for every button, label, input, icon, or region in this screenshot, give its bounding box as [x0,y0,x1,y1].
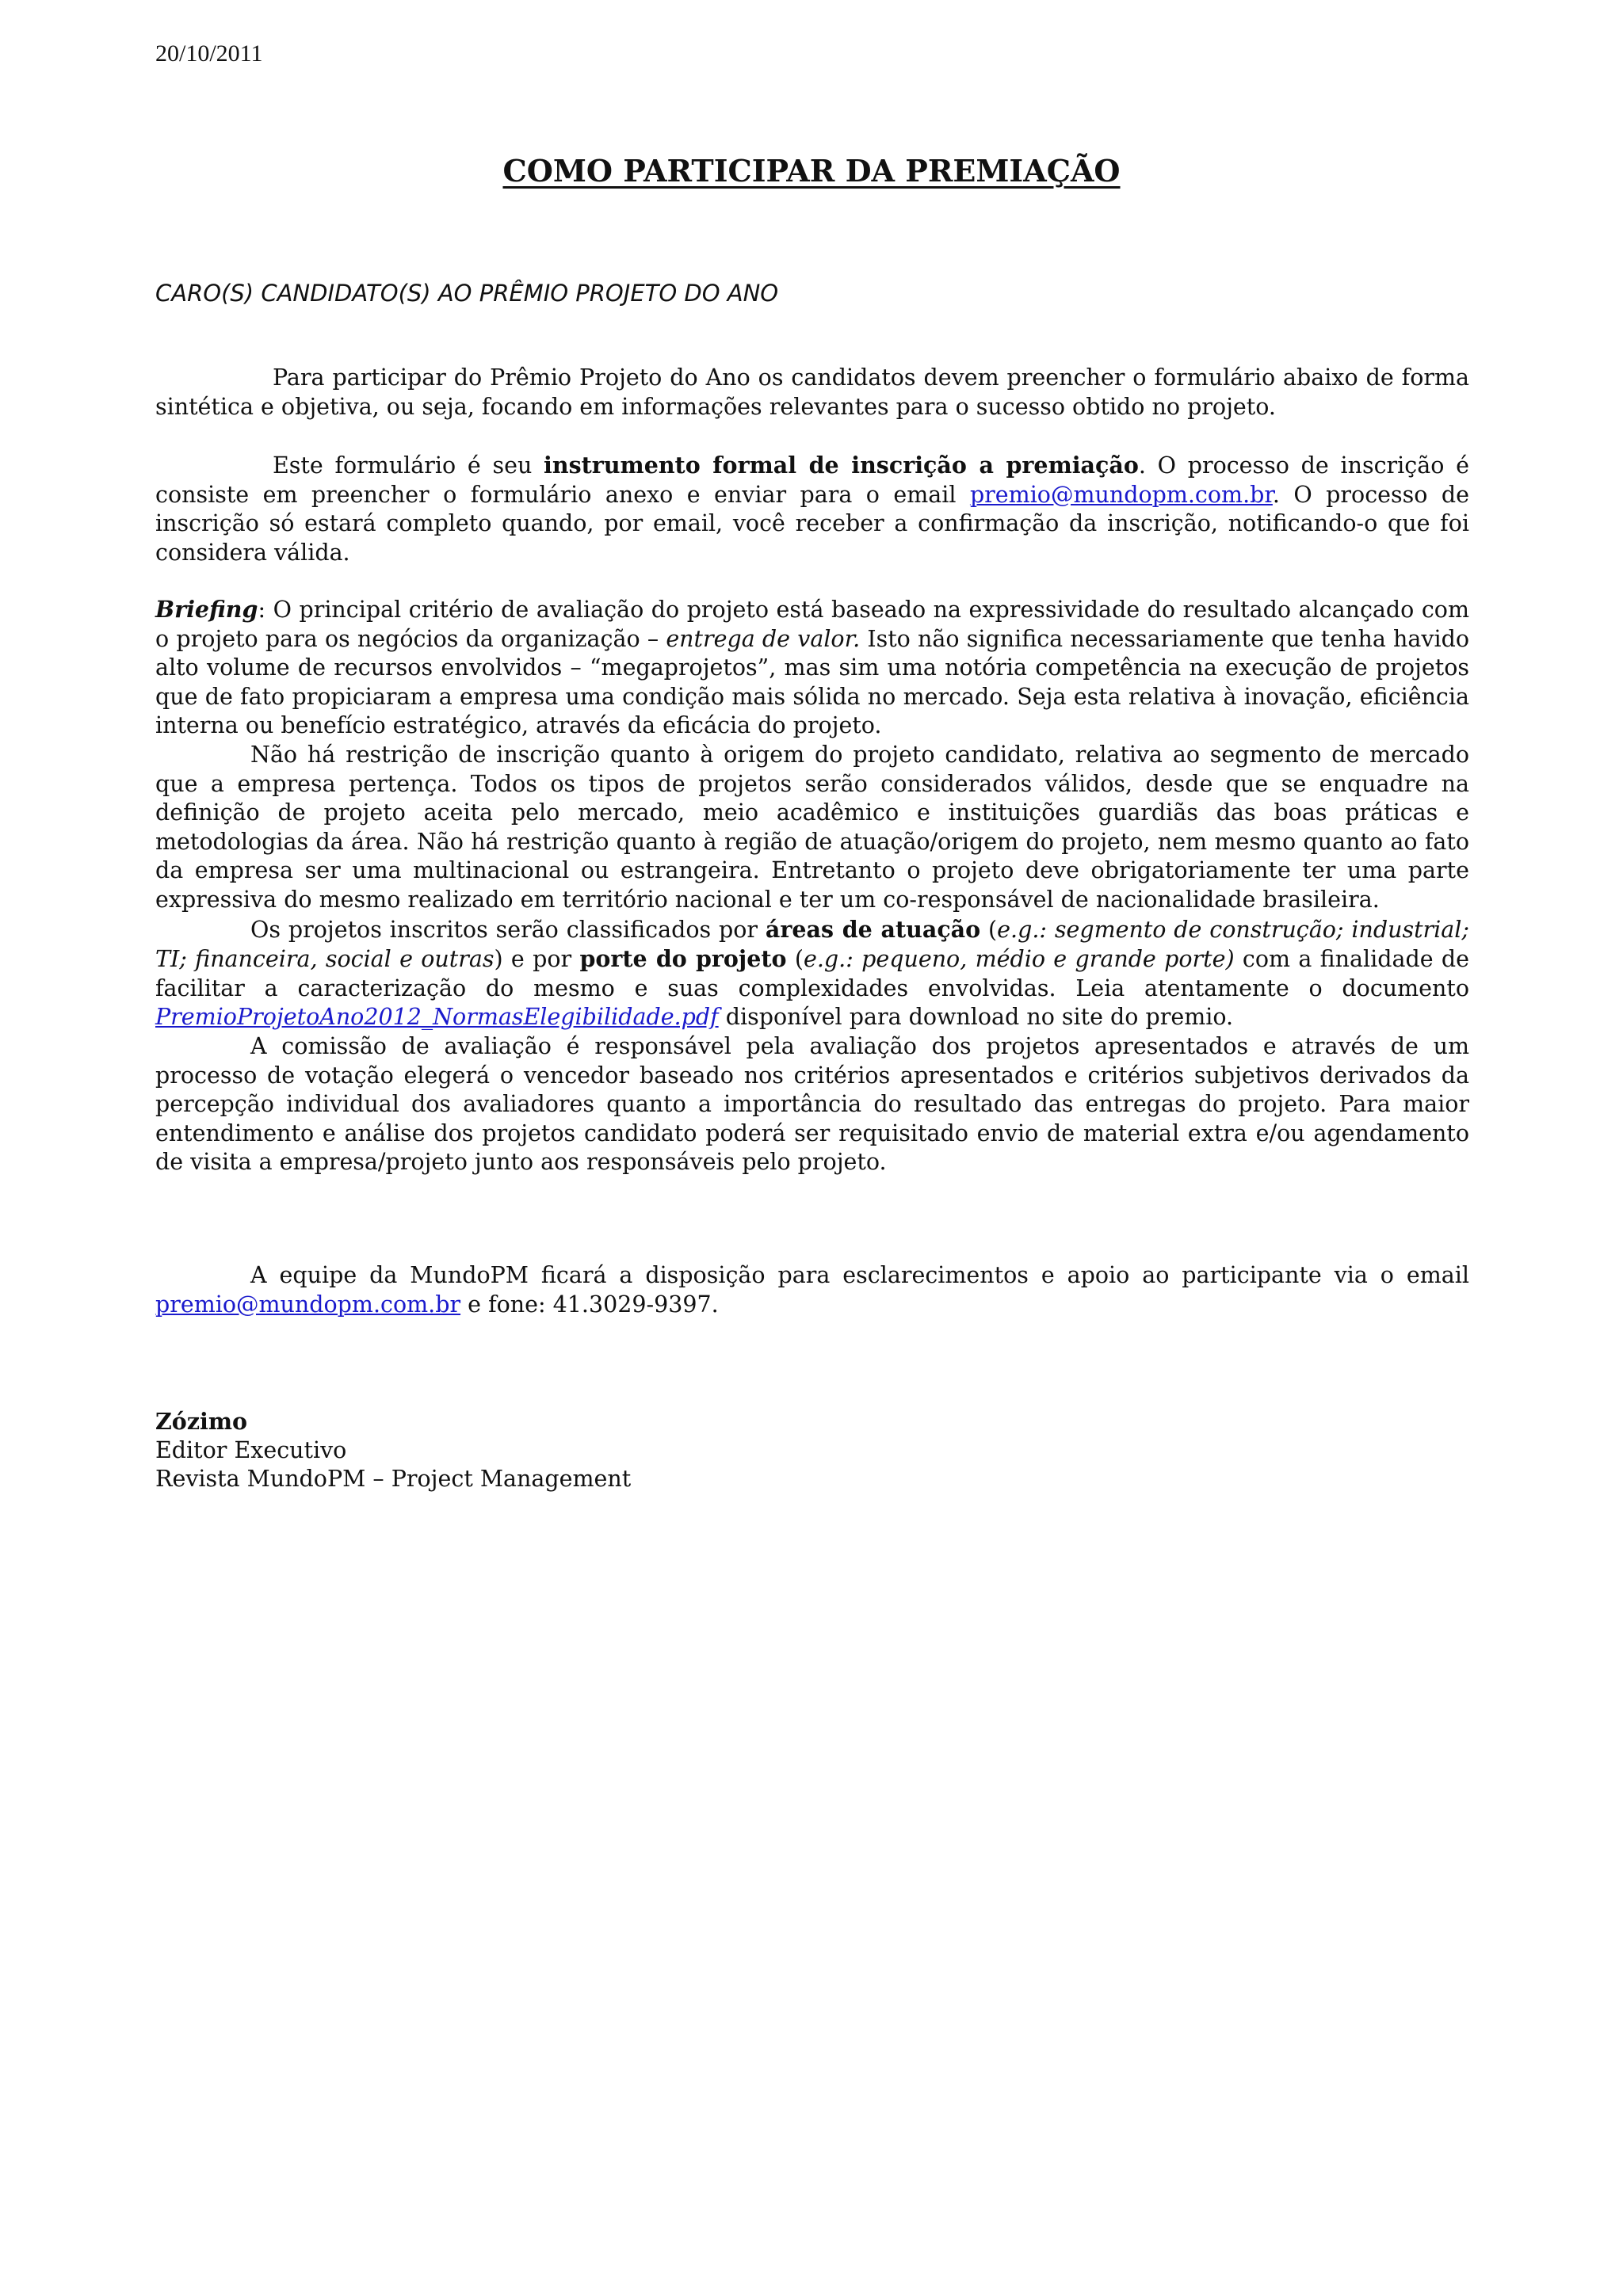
class-text-bold-areas: áreas de atuação [765,915,981,943]
form-paragraph [155,451,1469,567]
class-text-bold-porte: porte do projeto [579,945,787,973]
signature-role: Editor Executivo [155,1436,347,1463]
restriction-paragraph: Não há restrição de inscrição quanto à origem do projeto candidato, relativa ao segmento de mercado que a empresa pertença. Todos os tipos de projetos serão considerados válidos, desde que se enquadre na definição de projeto aceita pelo mercado, meio acadêmico e instituições guardiãs das boas práticas e metodologias da área. Não há restrição quanto à região de atuação/origem do projeto, nem mesmo quanto ao fato da empresa ser uma multinacional ou estrangeira. Entretanto o projeto deve obrigatoriamente ter uma parte expressiva do mesmo realizado em território nacional e ter um co-responsável de nacionalidade brasileira. [155,741,1469,913]
document-date: 20/10/2011 [155,40,263,67]
page-title: COMO PARTICIPAR DA PREMIAÇÃO [502,153,1121,189]
briefing-text-c: Isto não significa necessariamente que tenha havido alto volume de recursos envolvidos – “megaprojetos”, mas sim uma notória competência na execução de projetos que de fato propiciaram a empresa uma condição mais sólida no mercado. Seja esta relativa à inovação, eficiência interna ou benefício estratégico, através da eficácia do projeto. [155,625,1469,739]
contact-text-b: e fone: 41.3029-9397. [460,1291,719,1318]
class-text-j: disponível para download no site do premio. [718,1004,1234,1031]
class-text-c: ( [980,916,998,943]
class-text-italic-areas: e.g.: segmento de construção; industrial; TI; financeira, social e outras [155,916,1469,973]
salutation: CARO(S) CANDIDATO(S) AO PRÊMIO PROJETO DO ANO [155,280,779,307]
contact-paragraph-block [155,1261,1469,1319]
class-text-e: ) e por [494,946,580,973]
signature-block [155,1407,631,1494]
contact-paragraph [155,1261,1469,1319]
class-text-i: com a finalidade de facilitar a caracterização do mesmo e suas complexidades envolvidas. Leia atentamente o documento [155,946,1469,1001]
main-body [155,595,1469,1177]
form-paragraph-block [155,451,1469,567]
contact-email-link[interactable]: premio@mundopm.com.br [155,1291,461,1318]
evaluation-paragraph: A comissão de avaliação é responsável pela avaliação dos projetos apresentados e através de um processo de votação elegerá o vencedor baseado nos critérios apresentados e critérios subjetivos derivados da percepção individual dos avaliadores quanto a importância do resultado das entregas do projeto. Para maior entendimento e análise dos projetos candidato poderá ser requisitado envio de material extra e/ou agendamento de visita a empresa/projeto junto aos responsáveis pelo projeto. [155,1032,1469,1176]
rules-document-link[interactable]: PremioProjetoAno2012_NormasElegibilidade.pdf [155,1004,719,1031]
signature-name: Zózimo [155,1408,247,1435]
form-text-c: . O processo de inscrição é consiste em preencher o formulário anexo e enviar para o email [155,452,1469,508]
form-text-a: Este formulário é seu [273,452,544,479]
briefing-paragraph [155,595,1469,741]
briefing-label: Briefing [155,596,258,623]
classification-paragraph [155,915,1469,1032]
class-text-italic-porte: e.g.: pequeno, médio e grande porte) [803,946,1235,973]
signature-organization: Revista MundoPM – Project Management [155,1466,632,1493]
class-text-a: Os projetos inscritos serão classificados por [250,916,766,943]
briefing-text-a: : O principal critério de avaliação do projeto está baseado na expressividade do resultado alcançado com o projeto para os negócios da organização – [155,597,1469,652]
contact-text-a: A equipe da MundoPM ficará a disposição para esclarecimentos e apoio ao participante via o email [250,1262,1469,1288]
briefing-text-italic: entrega de valor. [666,625,861,652]
intro-paragraph-block [155,364,1469,421]
form-text-bold: instrumento formal de inscrição a premiação [544,452,1139,479]
class-text-g: ( [786,946,804,973]
intro-paragraph: Para participar do Prêmio Projeto do Ano os candidatos devem preencher o formulário abaixo de forma sintética e objetiva, ou seja, focando em informações relevantes para o sucesso obtido no projeto. [155,364,1469,420]
form-text-d: . O processo de inscrição só estará completo quando, por email, você receber a confirmação da inscrição, notificando-o que foi considera válida. [155,481,1469,566]
email-link[interactable]: premio@mundopm.com.br [969,481,1273,508]
